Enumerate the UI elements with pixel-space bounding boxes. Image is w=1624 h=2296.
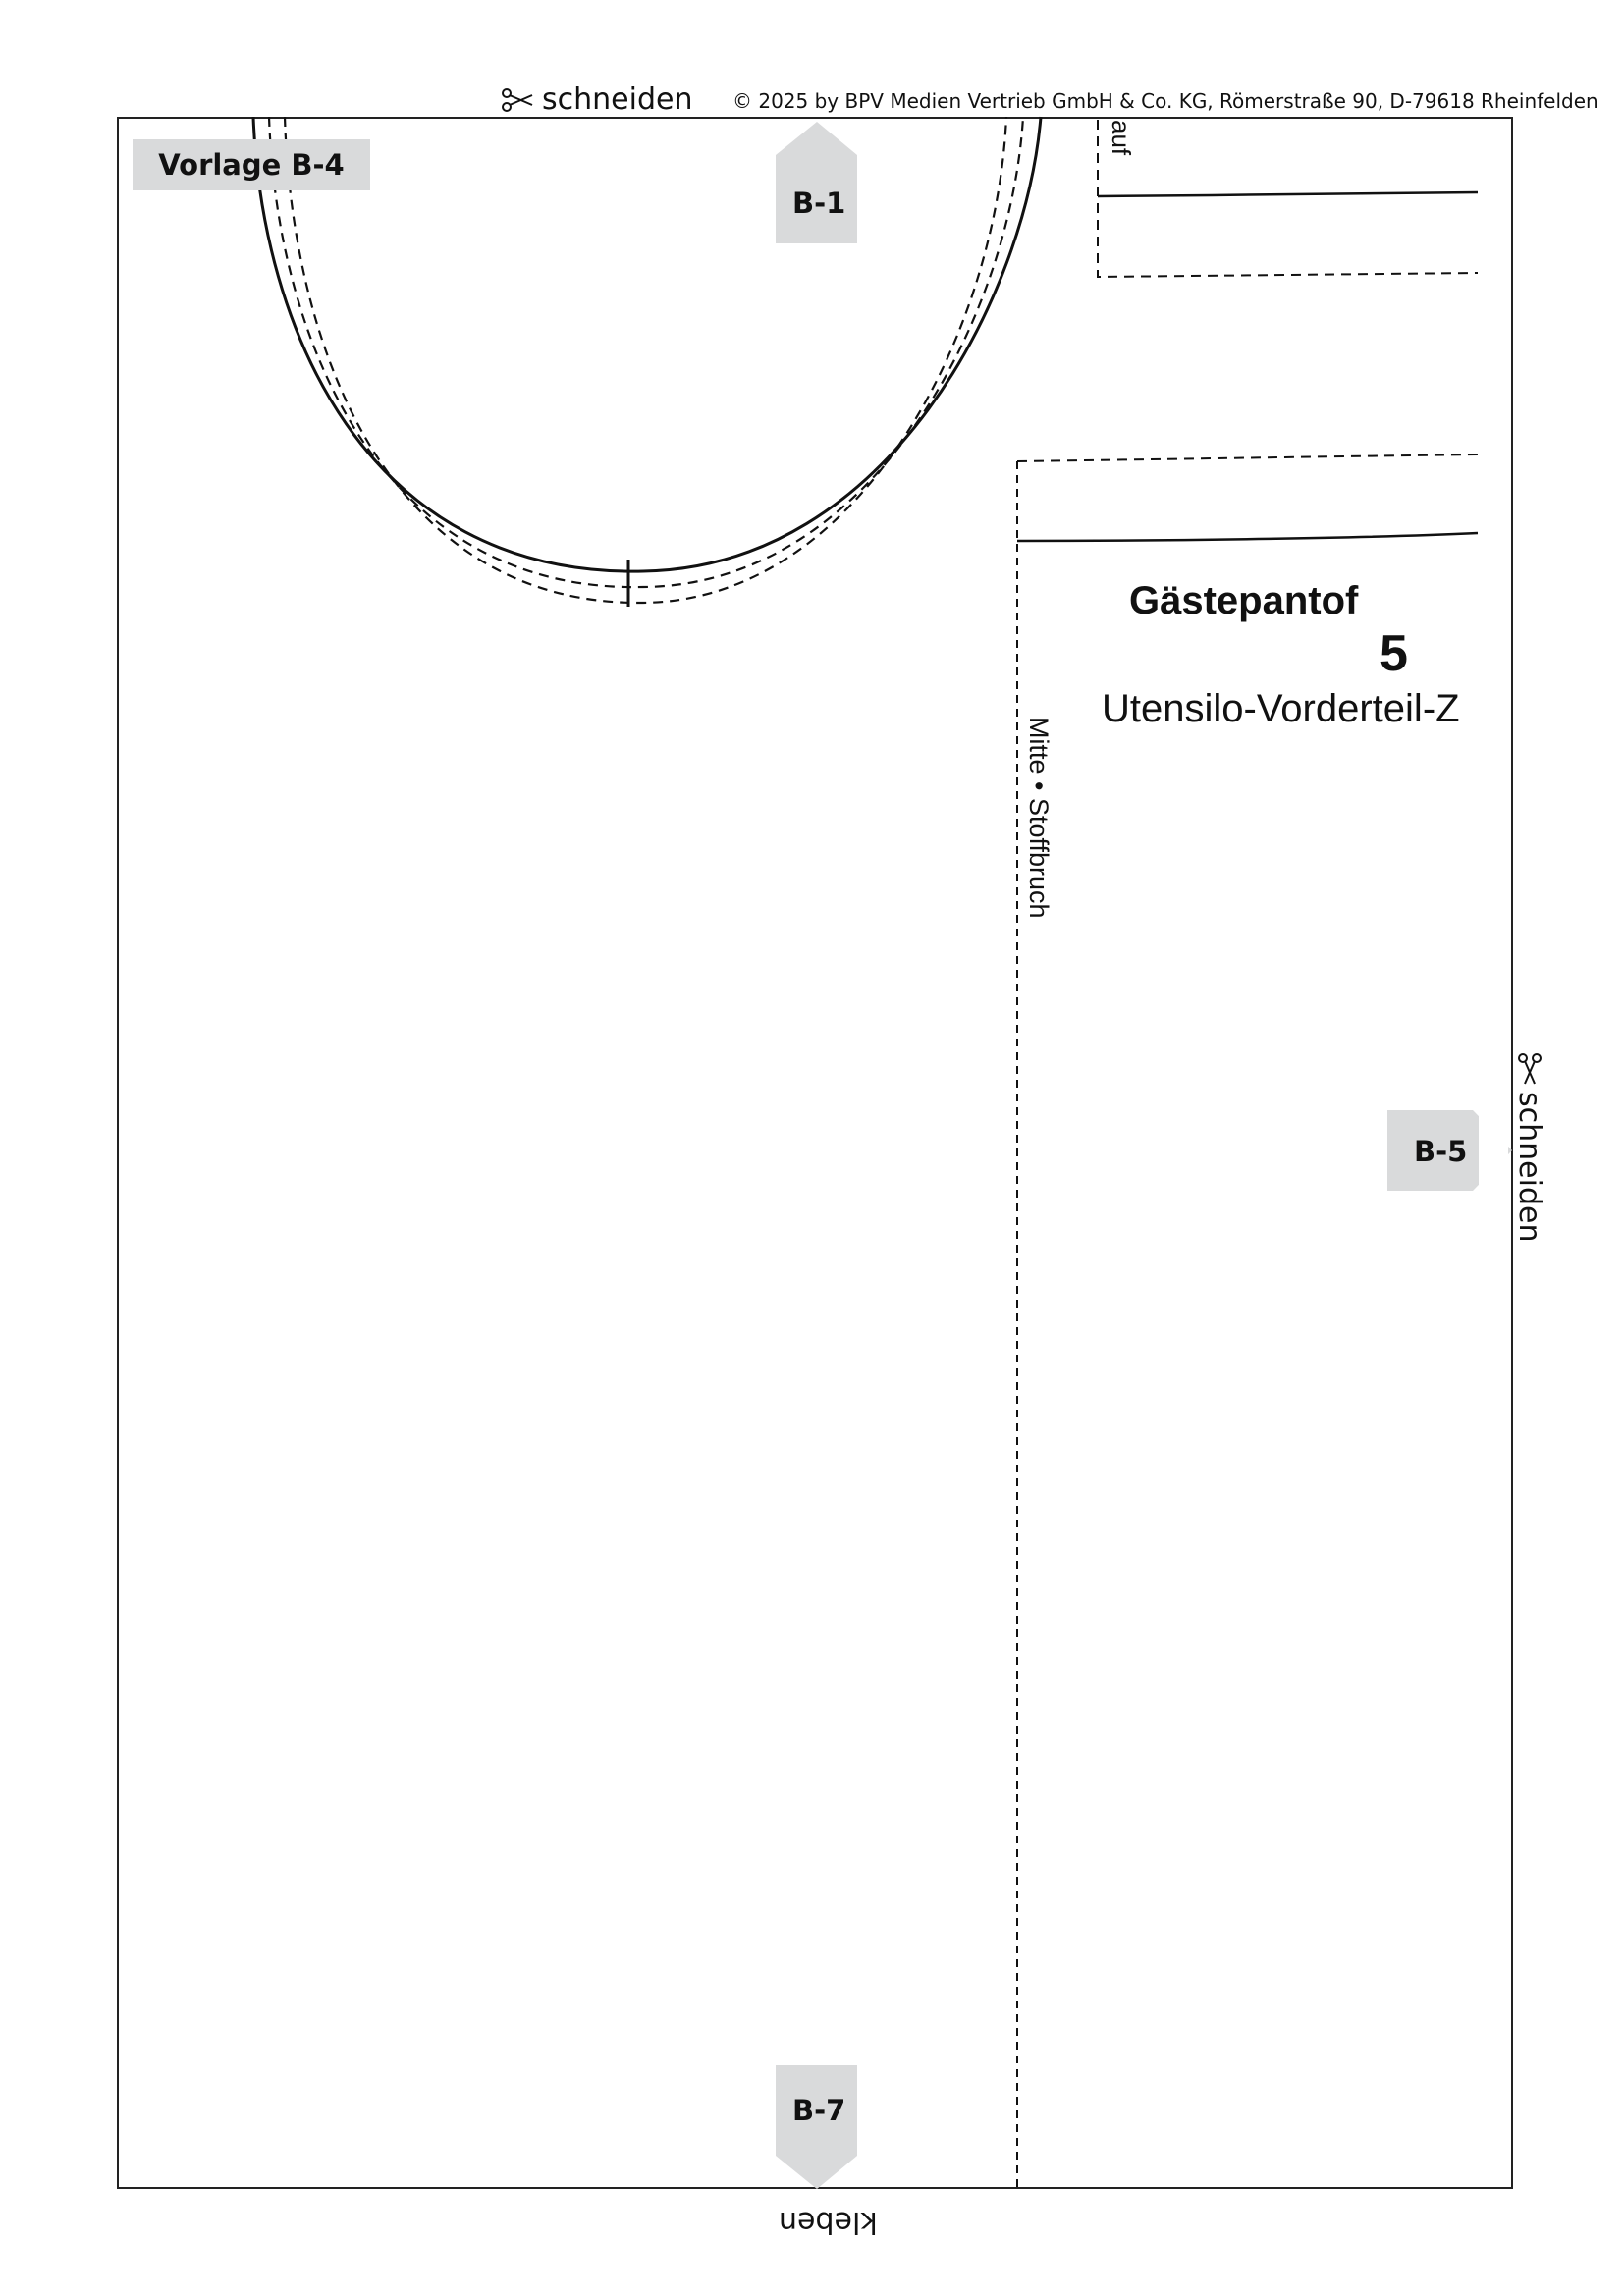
upper-piece-solid (1098, 192, 1478, 196)
grain-fragment: auf (1107, 120, 1136, 156)
lower-piece-dashed-top (1017, 454, 1478, 461)
scissors-icon (501, 87, 534, 113)
right-cut-text: schneiden (1512, 1092, 1546, 1243)
tag-bottom-label: B-7 (792, 2094, 846, 2127)
top-cut-label (501, 82, 692, 117)
upper-piece-dashed (1098, 120, 1478, 277)
bottom-glue-label: kleben (779, 2205, 878, 2239)
piece-subtitle: Utensilo-Vorderteil-Z (1102, 687, 1460, 730)
right-margin-mask (1479, 119, 1508, 2187)
copyright-notice: © 2025 by BPV Medien Vertrieb GmbH & Co. KG, Römerstraße 90, D-79618 Rheinfelden (732, 89, 1598, 113)
tag-right-label: B-5 (1414, 1135, 1468, 1168)
top-cut-text: schneiden (542, 82, 693, 117)
piece-number: 5 (1380, 625, 1408, 682)
right-cut-label (1512, 1052, 1546, 1242)
scissors-icon (1517, 1052, 1543, 1086)
piece-title: Gästepantof (1129, 579, 1359, 622)
oval-cut-line (253, 117, 1041, 571)
oval-seam-line-1 (269, 117, 1023, 587)
fold-label: Mitte • Stoffbruch (1024, 717, 1054, 919)
template-label: Vorlage B-4 (133, 139, 370, 190)
tag-shape-b7 (776, 2065, 857, 2189)
tag-top-label: B-1 (792, 187, 846, 220)
tag-shape-b1 (776, 122, 857, 243)
oval-seam-line-2 (285, 117, 1006, 603)
lower-piece-solid (1017, 533, 1478, 541)
